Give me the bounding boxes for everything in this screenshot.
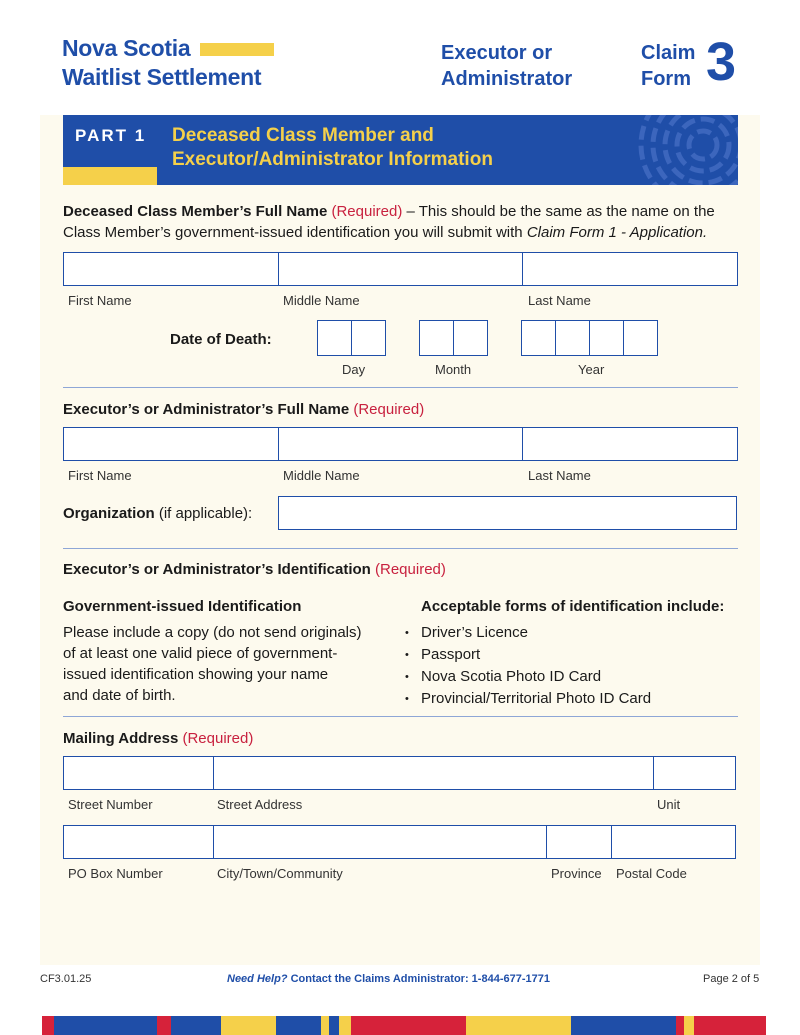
first-name-label: First Name [68,468,132,483]
city-input[interactable] [213,826,547,858]
list-item: • Provincial/Territorial Photo ID Card [405,688,651,710]
help-contact[interactable]: Contact the Claims Administrator: 1-844-677-1771 [287,973,550,985]
year-digit-divider [589,321,590,355]
month-input[interactable] [419,320,488,356]
page-number: Page 2 of 5 [703,973,760,985]
form-type-line-1: Executor or [441,42,553,64]
year-label: Year [578,362,605,377]
deceased-last-name-input[interactable] [522,253,738,285]
fingerprint-icon [598,115,738,185]
form-type-title [441,40,572,92]
identification-heading-row [63,559,446,580]
gov-id-heading: Government-issued Identification [63,598,302,615]
claim-form-label [641,40,695,92]
decorative-stripes [42,1016,766,1035]
gov-id-text-line: issued identification showing your name [63,666,329,683]
part-title [172,124,493,172]
executor-name-heading-row [63,399,424,420]
street-number-input[interactable] [64,757,213,789]
gov-id-text [63,622,393,706]
deceased-name-heading: Deceased Class Member’s Full Name [63,203,328,220]
organization-note: (if applicable): [154,505,253,522]
middle-name-label: Middle Name [283,468,360,483]
organization-input[interactable] [278,496,737,530]
identification-heading: Executor’s or Administrator’s Identification [63,561,371,578]
executor-name-heading: Executor’s or Administrator’s Full Name [63,401,350,418]
section-divider [63,387,738,388]
part-title-line-2: Executor/Administrator Information [172,149,493,170]
list-item: • Passport [405,644,651,666]
executor-middle-name-input[interactable] [278,428,523,460]
last-name-label: Last Name [528,468,591,483]
required-tag: (Required) [375,561,446,578]
province-label: Province [551,866,602,881]
part-title-line-1: Deceased Class Member and [172,125,434,146]
gov-id-text-line: of at least one valid piece of government- [63,645,338,662]
help-line [227,973,550,985]
unit-label: Unit [657,797,681,812]
day-input[interactable] [317,320,386,356]
claim-label-line-2: Form [641,68,691,90]
street-address-fields [63,756,736,790]
mailing-heading-row [63,728,253,749]
required-tag: (Required) [353,401,425,418]
po-box-label: PO Box Number [68,866,163,881]
deceased-name-instructions [63,201,753,243]
list-item: • Driver’s Licence [405,622,651,644]
claim-label-line-1: Claim [641,42,696,64]
last-name-label: Last Name [528,293,591,308]
date-of-death-label: Date of Death: [170,331,272,348]
section-divider [63,548,738,549]
middle-name-label: Middle Name [283,293,360,308]
organization-label: Organization [63,505,155,522]
postal-code-input[interactable] [611,826,736,858]
help-label: Need Help? [227,973,288,985]
deceased-note-line-2: Class Member’s government-issued identification you will submit with [63,224,527,241]
deceased-name-fields [63,252,738,286]
mailing-heading: Mailing Address [63,730,179,747]
street-address-input[interactable] [213,757,654,789]
executor-name-fields [63,427,738,461]
first-name-label: First Name [68,293,132,308]
month-digit-divider [453,321,454,355]
province-input[interactable] [546,826,612,858]
unit-input[interactable] [653,757,736,789]
logo-line-2: Waitlist Settlement [62,64,262,90]
postal-code-label: Postal Code [616,866,687,881]
claim-form-reference: Claim Form 1 - Application. [526,224,708,241]
month-label: Month [435,362,472,377]
part-label: PART 1 [75,126,147,145]
section-divider [63,716,738,717]
logo-accent-bar [200,43,274,56]
year-digit-divider [623,321,624,355]
deceased-middle-name-input[interactable] [278,253,523,285]
required-tag: (Required) [331,203,403,220]
executor-first-name-input[interactable] [64,428,278,460]
gov-id-text-line: and date of birth. [63,687,176,704]
banner-accent [63,167,157,185]
logo-line-1: Nova Scotia [62,35,191,61]
deceased-note: – This should be the same as the name on the [402,203,715,220]
day-label: Day [342,362,366,377]
list-item: • Nova Scotia Photo ID Card [405,666,651,688]
acceptable-id-heading: Acceptable forms of identification include: [421,598,725,615]
organization-label-row [63,503,252,524]
city-address-fields [63,825,736,859]
form-type-line-2: Administrator [441,68,573,90]
day-digit-divider [351,321,352,355]
year-input[interactable] [521,320,658,356]
street-address-label: Street Address [217,797,303,812]
street-number-label: Street Number [68,797,153,812]
form-number: 3 [706,32,737,92]
required-tag: (Required) [182,730,254,747]
gov-id-text-line: Please include a copy (do not send originals) [63,624,362,641]
city-label: City/Town/Community [217,866,343,881]
po-box-input[interactable] [64,826,213,858]
year-digit-divider [555,321,556,355]
executor-last-name-input[interactable] [522,428,738,460]
acceptable-id-list [405,622,651,710]
deceased-first-name-input[interactable] [64,253,278,285]
form-code: CF3.01.25 [40,973,92,985]
